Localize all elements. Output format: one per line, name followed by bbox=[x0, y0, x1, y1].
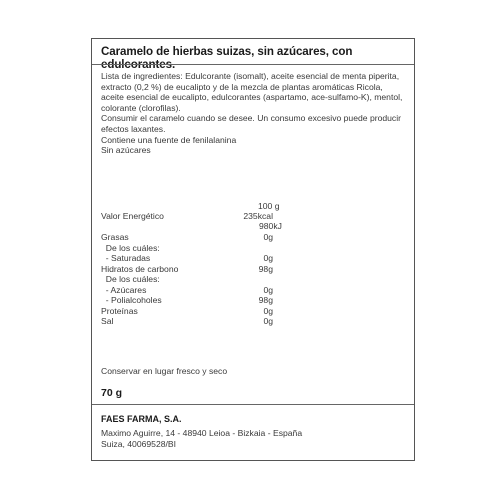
nutrient-row bbox=[101, 264, 273, 275]
net-weight: 70 g bbox=[101, 387, 123, 399]
nutrient-row bbox=[101, 243, 273, 254]
phenylalanine-note: Contiene una fuente de fenilalanina bbox=[101, 134, 237, 145]
nutrition-per-header: 100 g bbox=[258, 201, 280, 211]
sugar-free-note: Sin azúcares bbox=[101, 145, 151, 156]
nutrient-label: De los cuáles: bbox=[101, 274, 160, 284]
nutrient-row bbox=[101, 285, 273, 296]
nutrient-label: De los cuáles: bbox=[101, 242, 160, 253]
ingredients-list: Lista de ingredientes: Edulcorante (isomalt), aceite esencial de menta piperita, extracto (0,2 %) de eucalipto y de la mezcla de plantas aromáticas Ricola, aceite esencial de eucalipto, edulcorantes (aspartamo, ace-sulfamo-K), mentol, colorante (clorofilas). bbox=[101, 71, 403, 113]
consumption-note: Consumir el caramelo cuando se desee. Un consumo excesivo puede producir efectos laxantes. bbox=[101, 113, 401, 134]
nutrient-row bbox=[101, 306, 273, 317]
energy-kj: 980kJ bbox=[259, 221, 282, 231]
nutrient-value: 0g bbox=[263, 316, 273, 326]
energy-kcal: 235kcal bbox=[243, 211, 273, 221]
nutrient-label: - Azúcares bbox=[101, 284, 147, 295]
nutrient-label: Grasas bbox=[101, 232, 129, 242]
manufacturer-name: FAES FARMA, S.A. bbox=[101, 414, 182, 424]
nutrient-label: Proteínas bbox=[101, 305, 138, 316]
nutrient-label: Hidratos de carbono bbox=[101, 263, 179, 274]
nutrient-row bbox=[101, 274, 273, 285]
nutrient-label: - Saturadas bbox=[101, 253, 151, 263]
divider-maker bbox=[92, 404, 414, 405]
nutrient-label: Sal bbox=[101, 316, 114, 326]
nutrient-row bbox=[101, 253, 273, 264]
nutrient-value: 0g bbox=[263, 232, 273, 242]
nutrient-value: 0g bbox=[263, 305, 273, 316]
label-frame bbox=[91, 38, 415, 461]
manufacturer-registration: Suiza, 40069528/BI bbox=[101, 439, 177, 449]
nutrient-value: 0g bbox=[263, 284, 273, 295]
nutrient-label: - Polialcoholes bbox=[101, 295, 162, 305]
nutrient-value: 98g bbox=[258, 295, 273, 305]
nutrient-value: 98g bbox=[258, 263, 273, 274]
nutrient-row bbox=[101, 295, 273, 306]
manufacturer-section bbox=[92, 414, 414, 450]
nutrient-row bbox=[101, 232, 273, 243]
storage-note: Conservar en lugar fresco y seco bbox=[101, 366, 228, 376]
product-title: Caramelo de hierbas suizas, sin azúcares, con edulcorantes. bbox=[101, 45, 353, 71]
energy-label: Valor Energético bbox=[101, 211, 164, 221]
nutrient-value: 0g bbox=[263, 253, 273, 263]
nutrient-row bbox=[101, 316, 273, 327]
manufacturer-address: Maximo Aguirre, 14 - 48940 Leioa - Bizkaia - España bbox=[101, 428, 303, 438]
energy-row bbox=[101, 211, 273, 222]
